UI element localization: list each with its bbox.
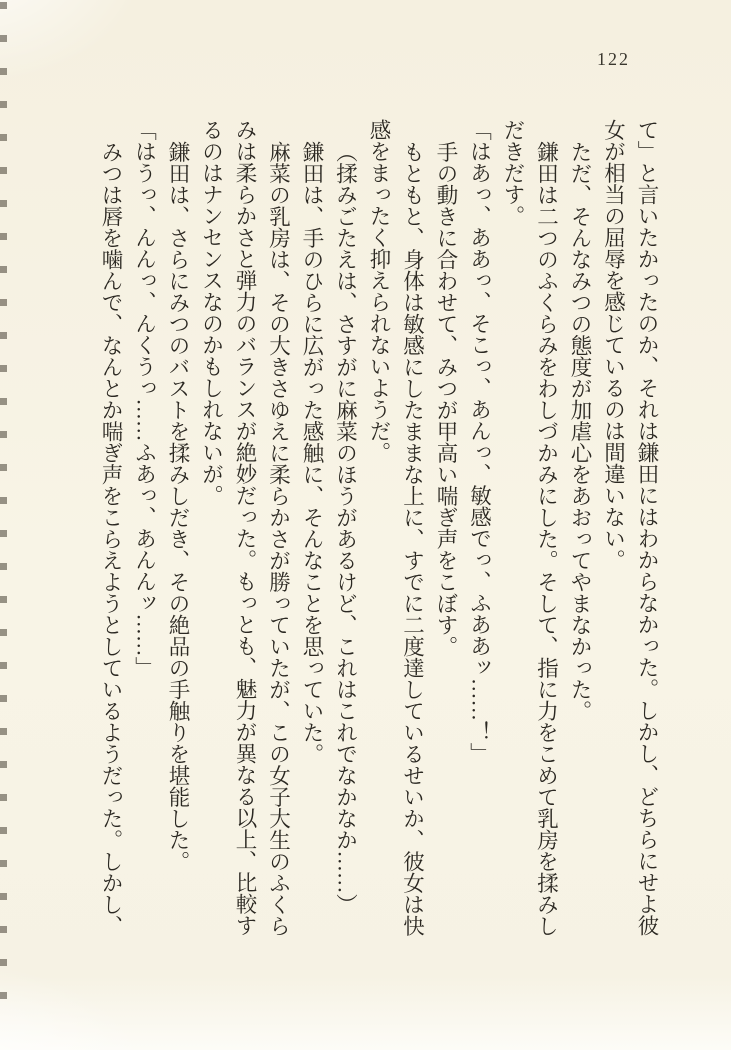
paragraph: （揉みごたえは、さすがに麻菜のほうがあるけど、これはこれでなかなか……） [333,140,358,915]
paragraph: 「はあっ、ああっ、そこっ、あんっ、敏感でっ、ふああッ……！」 [467,119,492,764]
page-number: 122 [597,49,630,69]
paragraph: 鎌田は二つのふくらみをわしづかみにした。そして、指に力をこめて乳房を揉みしだきだす。 [501,119,559,936]
paragraph: 鎌田は、さらにみつのバストを揉みしだき、その絶品の手触りを堪能した。 [166,140,190,872]
paragraph: 手の動きに合わせて、みつが甲高い喘ぎ声をこぼす。 [434,140,458,657]
paragraph: みつは唇を噛んで、なんとか喘ぎ声をこらえようとしているようだった。しかし、 [99,140,123,936]
paragraph: て」と言いたかったのか、それは鎌田にはわからなかった。しかし、どちらにせよ彼女が相当の屈辱を感じているのは間違いない。 [601,119,659,936]
binding-edge-marks [0,2,7,1010]
paragraph: 「はうっ、んんっ、んくうっ……ふあっ、あんんッ……」 [132,119,157,678]
paragraph: 麻菜の乳房は、その大きさゆえに柔らかさが勝っていたが、この女子大生のふくらみは柔らかさと弾力のバランスが絶妙だった。もっとも、魅力が異なる以上、比較するのはナンセンスなのかもしれないが。 [199,119,291,936]
paragraph: ただ、そんなみつの態度が加虐心をあおってやまなかった。 [568,140,592,721]
page-text [94,119,664,941]
paragraph: もともと、身体は敏感にしたままな上に、すでに二度達しているせいか、彼女は快感をまったく抑えられないようだ。 [367,119,425,936]
paragraph: 鎌田は、手のひらに広がった感触に、そんなことを思っていた。 [300,140,324,764]
